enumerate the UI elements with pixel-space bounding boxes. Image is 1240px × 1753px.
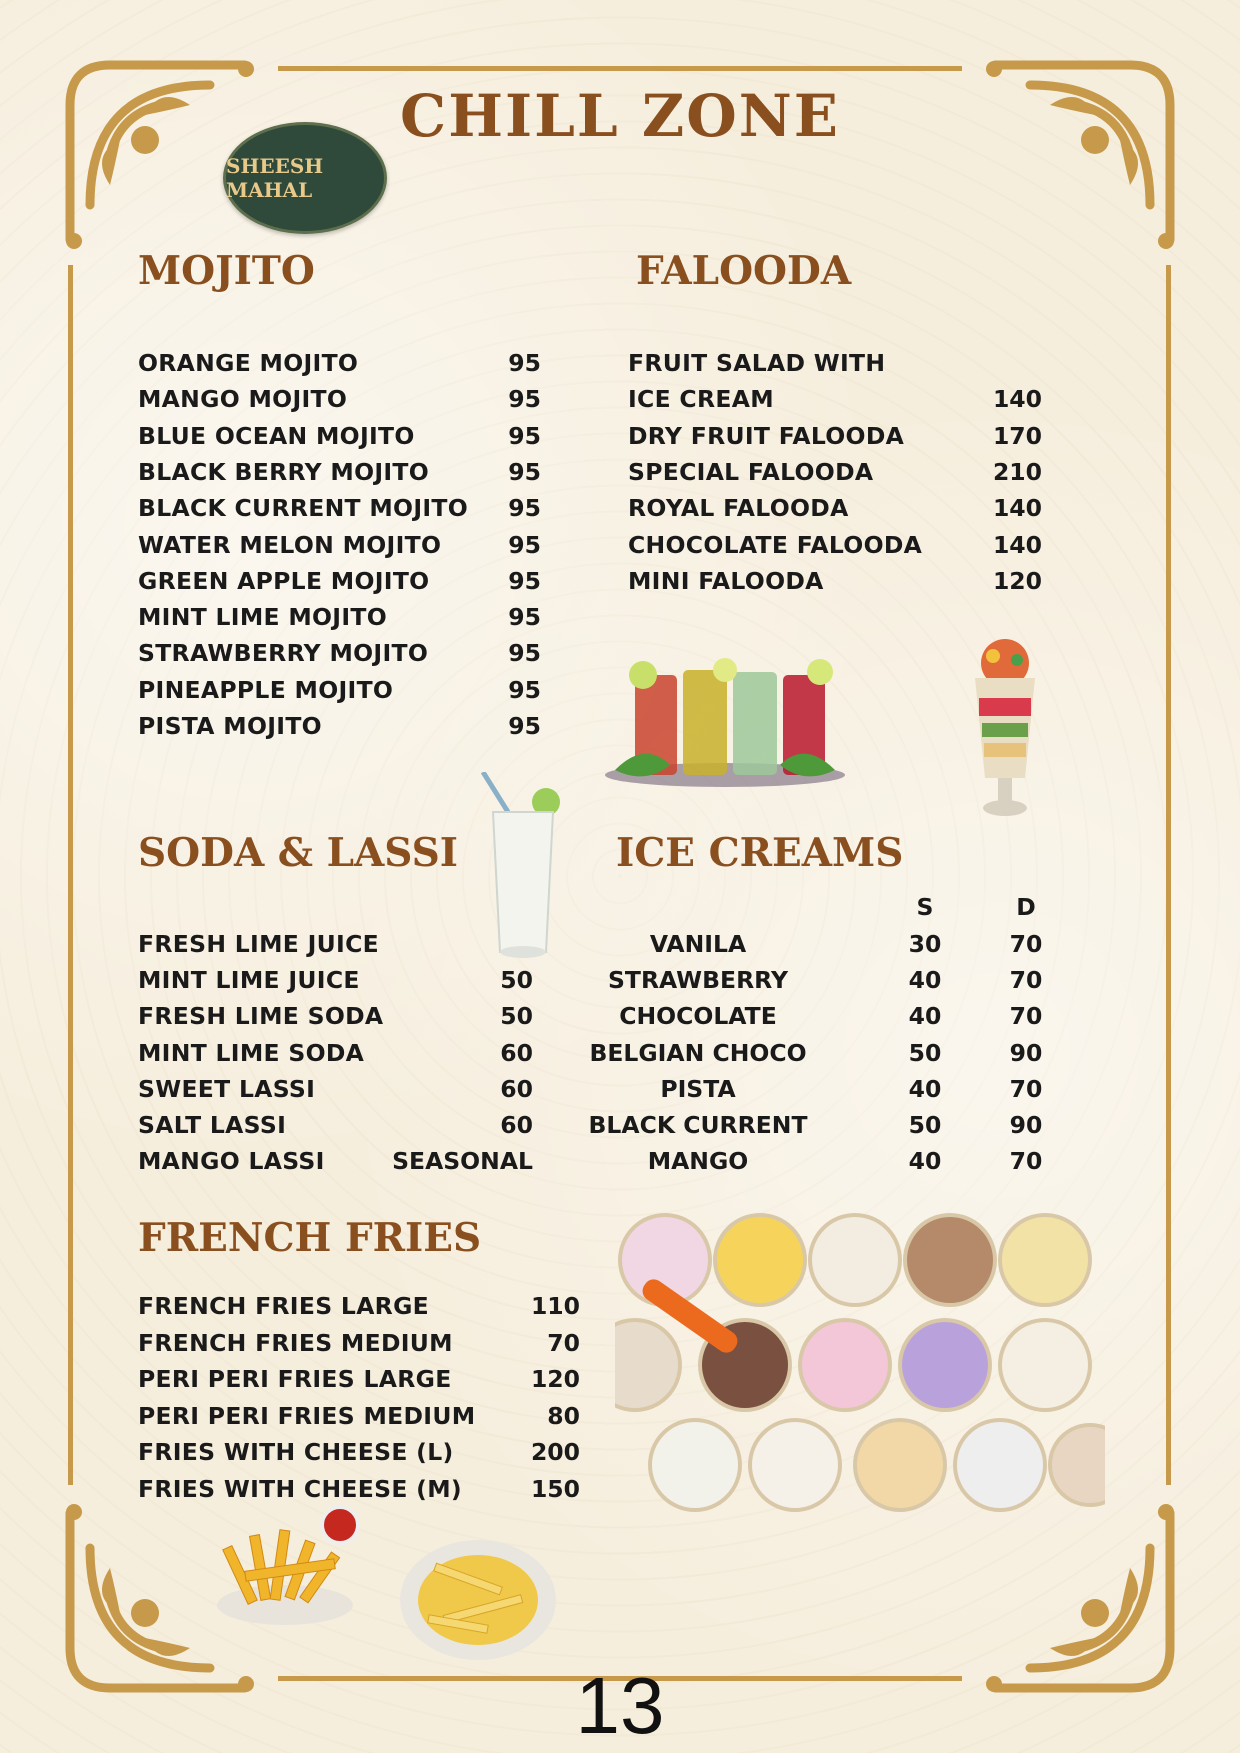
french-fries-item-name: FRIES WITH CHEESE (L) — [138, 1438, 454, 1466]
french-fries-item-price: 200 — [530, 1438, 580, 1466]
falooda-item-price: 140 — [992, 494, 1042, 523]
ice-cream-item-name: BLACK CURRENT — [588, 1111, 808, 1139]
ice-cream-single-header: S — [916, 893, 934, 921]
soda-lassi-item-name: MANGO LASSI — [138, 1147, 325, 1176]
mojito-item-name: PINEAPPLE MOJITO — [138, 675, 394, 704]
falooda-item-price: 210 — [992, 457, 1042, 486]
section-title-french-fries: FRENCH FRIES — [138, 1215, 482, 1261]
restaurant-logo: SHEESH MAHAL — [223, 122, 387, 234]
soda-lassi-item-name: SALT LASSI — [138, 1111, 287, 1139]
french-fries-item-price: 120 — [530, 1365, 580, 1393]
mojito-glasses-image — [595, 650, 855, 790]
falooda-item-price: 170 — [992, 421, 1042, 450]
falooda-item-price: 140 — [992, 530, 1042, 559]
french-fries-item-name: PERI PERI FRIES LARGE — [138, 1365, 452, 1393]
soda-lassi-item-name: FRESH LIME JUICE — [138, 930, 379, 958]
falooda-item-name: FRUIT SALAD WITH — [628, 349, 886, 377]
soda-lassi-item-price: 60 — [500, 1038, 533, 1067]
falooda-glass-image — [965, 638, 1045, 823]
mojito-item-name: WATER MELON MOJITO — [138, 530, 442, 559]
ice-cream-item-double-price: 70 — [1009, 1074, 1043, 1103]
lassi-glass-image — [478, 772, 568, 962]
soda-lassi-item-price: 50 — [500, 966, 533, 995]
french-fries-item-price: 150 — [530, 1474, 580, 1503]
mojito-item-name: STRAWBERRY MOJITO — [138, 639, 429, 668]
mojito-item-name: GREEN APPLE MOJITO — [138, 566, 430, 595]
ice-cream-item-name: STRAWBERRY — [608, 966, 788, 995]
falooda-item-name: CHOCOLATE FALOODA — [628, 530, 923, 559]
mojito-item-name: MANGO MOJITO — [138, 385, 348, 414]
french-fries-item-price: 80 — [547, 1401, 580, 1430]
mojito-item-price: 95 — [508, 494, 541, 523]
frame-left-line — [68, 265, 73, 1485]
mojito-item-name: ORANGE MOJITO — [138, 349, 359, 377]
soda-lassi-item-name: MINT LIME JUICE — [138, 966, 360, 995]
ice-cream-item-single-price: 30 — [908, 930, 942, 958]
section-title-falooda: FALOODA — [636, 248, 852, 294]
french-fries-item-name: FRIES WITH CHEESE (M) — [138, 1474, 462, 1503]
mojito-item-price: 95 — [508, 566, 541, 595]
ice-cream-item-double-price: 90 — [1009, 1038, 1043, 1067]
corner-ornament-top-right — [980, 45, 1190, 255]
mojito-item-price: 95 — [508, 712, 541, 740]
mojito-item-name: PISTA MOJITO — [138, 712, 322, 740]
mojito-item-name: BLACK CURRENT MOJITO — [138, 494, 469, 523]
french-fries-item-price: 70 — [547, 1328, 580, 1357]
ice-cream-item-single-price: 40 — [908, 966, 942, 995]
ice-cream-item-name: MANGO — [647, 1147, 749, 1176]
cheese-fries-image — [398, 1530, 558, 1660]
falooda-item-name: MINI FALOODA — [628, 566, 824, 595]
falooda-item-price: 140 — [992, 385, 1042, 414]
ice-cream-double-header: D — [1016, 893, 1036, 921]
ice-cream-item-name: CHOCOLATE — [619, 1002, 777, 1031]
french-fries-item-price: 110 — [530, 1292, 580, 1320]
mojito-item-price: 95 — [508, 421, 541, 450]
ice-cream-item-single-price: 40 — [908, 1002, 942, 1031]
ice-cream-item-single-price: 40 — [908, 1074, 942, 1103]
mojito-item-price: 95 — [508, 349, 541, 377]
ice-cream-item-name: BELGIAN CHOCO — [589, 1038, 807, 1067]
ice-cream-item-double-price: 70 — [1009, 1147, 1043, 1176]
french-fries-item-name: FRENCH FRIES MEDIUM — [138, 1328, 453, 1357]
ice-cream-item-double-price: 70 — [1009, 1002, 1043, 1031]
ice-cream-item-name: VANILA — [649, 930, 747, 958]
mojito-item-price: 95 — [508, 639, 541, 668]
mojito-item-price: 95 — [508, 385, 541, 414]
mojito-item-price: 95 — [508, 530, 541, 559]
soda-lassi-item-name: SWEET LASSI — [138, 1074, 316, 1103]
mojito-item-price: 95 — [508, 457, 541, 486]
section-title-soda-lassi: SODA & LASSI — [138, 830, 458, 876]
soda-lassi-item-price: 60 — [500, 1111, 533, 1139]
section-title-mojito: MOJITO — [138, 248, 315, 294]
falooda-item-name: ROYAL FALOODA — [628, 494, 849, 523]
soda-lassi-item-name: FRESH LIME SODA — [138, 1002, 384, 1031]
soda-lassi-item-price: 50 — [500, 1002, 533, 1031]
corner-ornament-top-left — [50, 45, 260, 255]
ice-cream-item-double-price: 90 — [1009, 1111, 1043, 1139]
mojito-item-price: 95 — [508, 675, 541, 704]
section-title-ice-creams: ICE CREAMS — [616, 830, 904, 876]
french-fries-image — [215, 1505, 365, 1630]
ice-cream-item-name: PISTA — [660, 1074, 736, 1103]
falooda-item-name: DRY FRUIT FALOODA — [628, 421, 905, 450]
ice-cream-item-single-price: 40 — [908, 1147, 942, 1176]
ice-cream-scoops-image — [615, 1210, 1105, 1520]
ice-cream-item-double-price: 70 — [1009, 930, 1043, 958]
ice-cream-item-single-price: 50 — [908, 1111, 942, 1139]
falooda-item-name: ICE CREAM — [628, 385, 774, 414]
frame-top-line — [278, 66, 962, 71]
mojito-item-name: BLACK BERRY MOJITO — [138, 457, 430, 486]
mojito-item-name: BLUE OCEAN MOJITO — [138, 421, 415, 450]
soda-lassi-item-price: 60 — [500, 1074, 533, 1103]
mojito-item-price: 95 — [508, 603, 541, 632]
falooda-item-name: SPECIAL FALOODA — [628, 457, 874, 486]
soda-lassi-item-price: SEASONAL — [392, 1147, 533, 1176]
ice-cream-item-single-price: 50 — [908, 1038, 942, 1067]
page-number: 13 — [575, 1661, 665, 1750]
french-fries-item-name: PERI PERI FRIES MEDIUM — [138, 1401, 476, 1430]
frame-right-line — [1166, 265, 1171, 1485]
page-title: CHILL ZONE — [400, 82, 840, 150]
ice-cream-item-double-price: 70 — [1009, 966, 1043, 995]
mojito-item-name: MINT LIME MOJITO — [138, 603, 388, 632]
french-fries-item-name: FRENCH FRIES LARGE — [138, 1292, 430, 1320]
soda-lassi-item-name: MINT LIME SODA — [138, 1038, 365, 1067]
falooda-item-price: 120 — [992, 566, 1042, 595]
